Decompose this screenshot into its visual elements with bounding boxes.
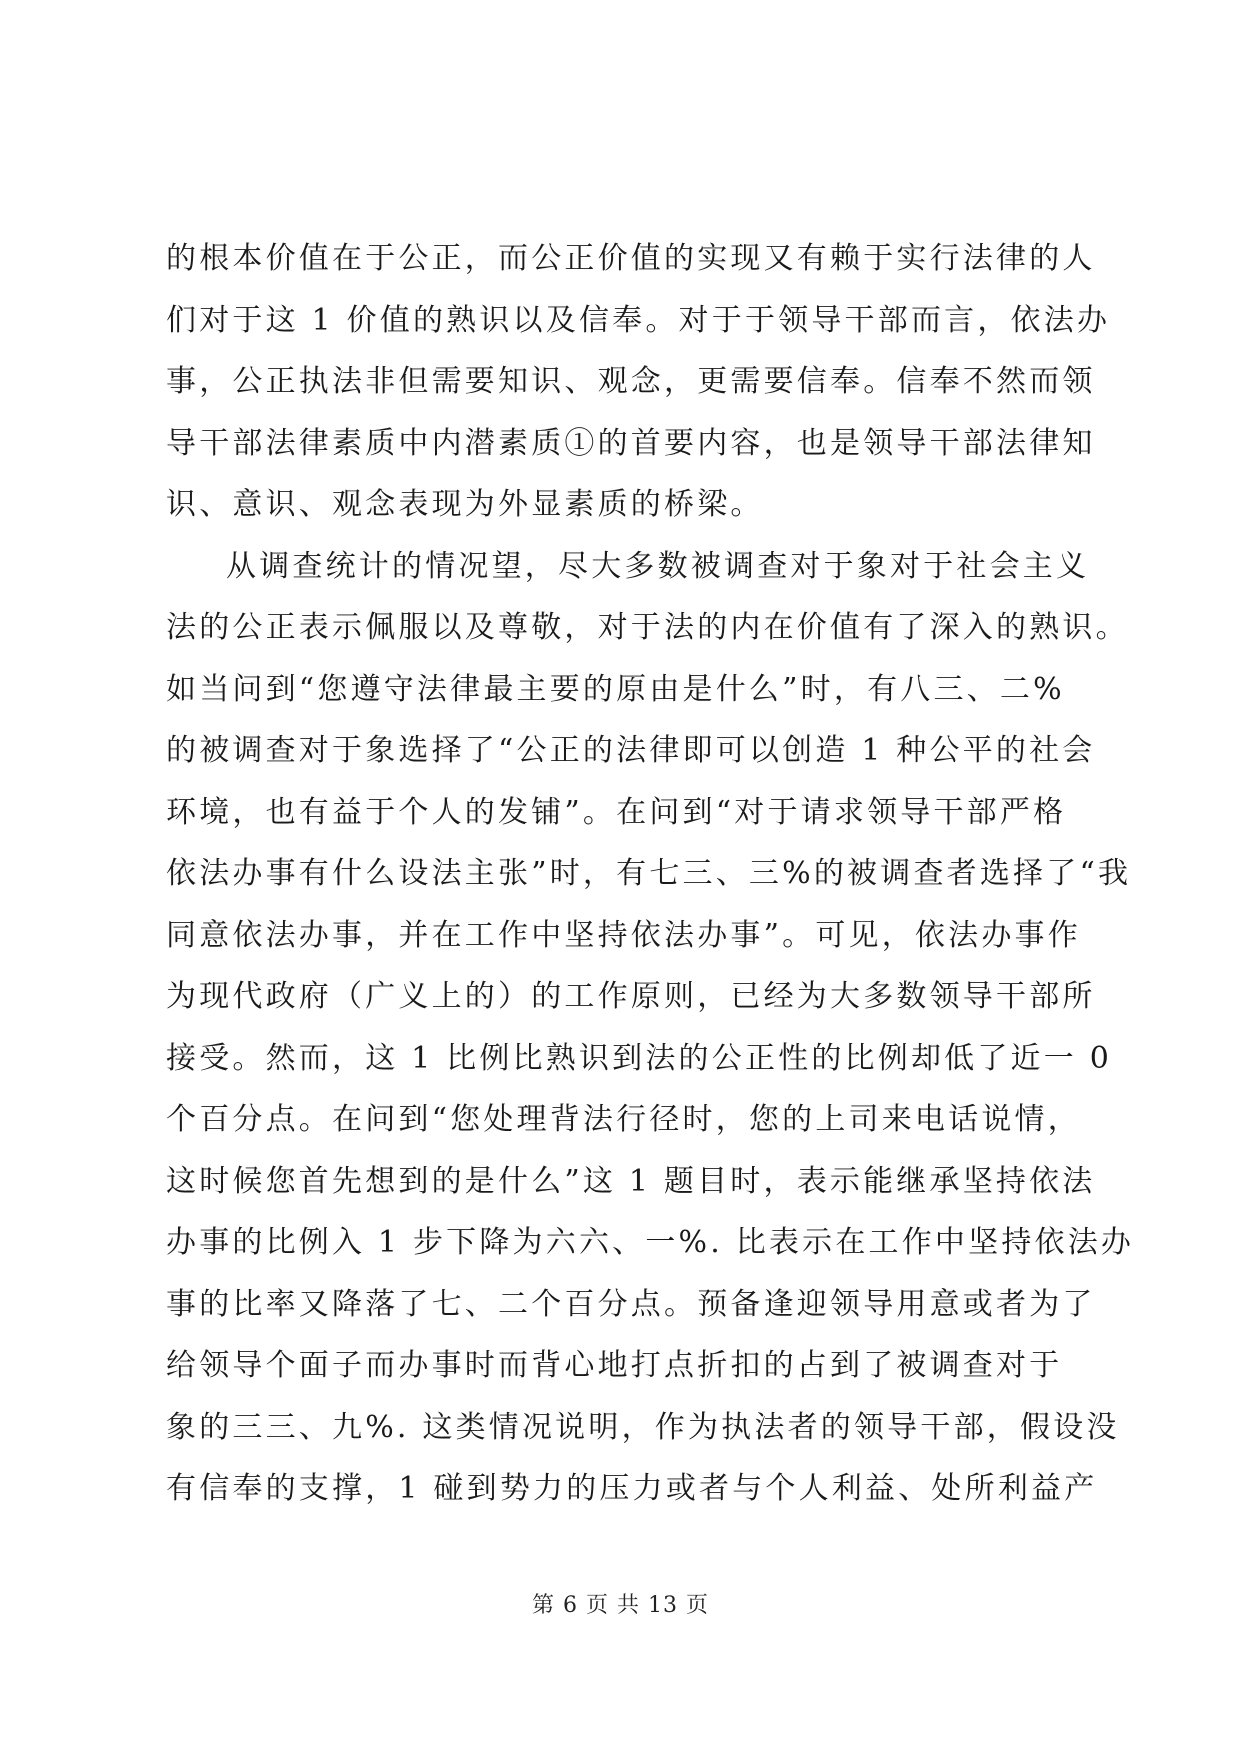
text-line: 有信奉的支撑，1 碰到势力的压力或者与个人利益、处所利益产 xyxy=(166,1471,1098,1506)
text-line: 导干部法律素质中内潜素质①的首要内容，也是领导干部法律知 xyxy=(166,425,1096,461)
text-line: 的根本价值在于公正，而公正价值的实现又有赖于实行法律的人 xyxy=(166,241,1096,276)
text-line: 事的比率又降落了七、二个百分点。预备逢迎领导用意或者为了 xyxy=(166,1286,1096,1322)
text-line: 如当问到“您遵守法律最主要的原由是什么”时，有八三、二% xyxy=(166,671,1065,707)
text-line: 的被调查对于象选择了“公正的法律即可以创造 1 种公平的社会 xyxy=(166,733,1096,768)
body-text xyxy=(166,228,1135,1520)
text-line: 给领导个面子而办事时而背心地打点折扣的占到了被调查对于 xyxy=(166,1348,1063,1383)
paragraph-first-line: 从调查统计的情况望，尽大多数被调查对于象对于社会主义 xyxy=(226,548,1090,584)
text-line: 依法办事有什么设法主张”时，有七三、三%的被调查者选择了“我 xyxy=(166,856,1132,891)
page-number-footer: 第 6 页 共 13 页 xyxy=(532,1593,709,1618)
text-line: 事，公正执法非但需要知识、观念，更需要信奉。信奉不然而领 xyxy=(166,364,1096,399)
text-line: 接受。然而，这 1 比例比熟识到法的公正性的比例却低了近一 0 xyxy=(166,1040,1112,1076)
text-line: 这时候您首先想到的是什么”这 1 题目时，表示能继承坚持依法 xyxy=(166,1163,1096,1199)
text-line: 同意依法办事，并在工作中坚持依法办事”。可见，依法办事作 xyxy=(166,917,1081,953)
text-line: 法的公正表示佩服以及尊敬，对于法的内在价值有了深入的熟识。 xyxy=(166,610,1129,645)
text-line: 们对于这 1 价值的熟识以及信奉。对于于领导干部而言，依法办 xyxy=(166,302,1111,338)
text-line: 办事的比例入 1 步下降为六六、一%. 比表示在工作中坚持依法办 xyxy=(166,1225,1135,1260)
text-line: 识、意识、观念表现为外显素质的桥梁。 xyxy=(166,487,764,522)
text-line: 个百分点。在问到“您处理背法行径时，您的上司来电话说情， xyxy=(166,1102,1081,1137)
text-line: 象的三三、九%. 这类情况说明，作为执法者的领导干部，假设没 xyxy=(166,1409,1120,1445)
text-line: 为现代政府（广义上的）的工作原则，已经为大多数领导干部所 xyxy=(166,979,1096,1014)
text-line: 环境，也有益于个人的发铺”。在问到“对于请求领导干部严格 xyxy=(166,794,1067,830)
